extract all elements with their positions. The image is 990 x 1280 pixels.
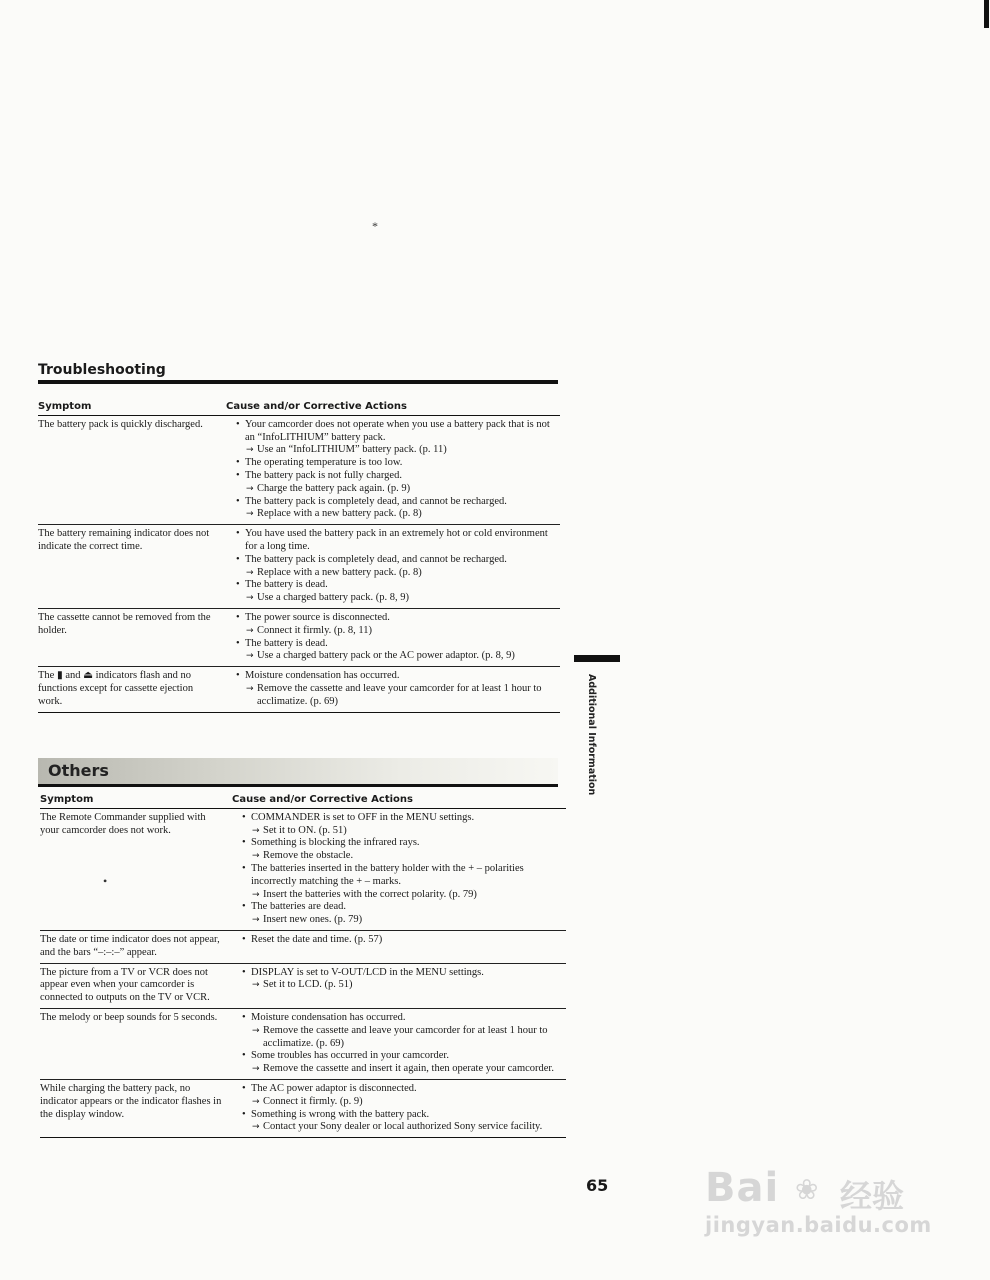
remedy-item: → Set it to LCD. (p. 51)	[242, 979, 566, 992]
cause-item: • The battery pack is completely dead, and cannot be recharged.	[236, 496, 560, 509]
action-cell	[226, 525, 560, 609]
table-row	[40, 930, 566, 963]
table-row	[40, 1079, 566, 1137]
symptom-cell: The battery remaining indicator does not indicate the correct time.	[38, 525, 226, 609]
action-cell	[226, 608, 560, 666]
cause-item: • You have used the battery pack in an extremely hot or cold environment for a long time.	[236, 528, 560, 554]
watermark-url: jingyan.baidu.com	[705, 1213, 932, 1237]
remedy-item: → Charge the battery pack again. (p. 9)	[236, 483, 560, 496]
cause-header: Cause and/or Corrective Actions	[232, 792, 566, 808]
page-number: 65	[586, 1176, 609, 1195]
table-header-row	[38, 399, 560, 415]
paw-icon: ❀	[795, 1175, 819, 1206]
remedy-item: → Set it to ON. (p. 51)	[242, 825, 566, 838]
symptom-cell: The melody or beep sounds for 5 seconds.	[40, 1008, 232, 1079]
table-row	[38, 415, 560, 524]
symptom-header: Symptom	[40, 792, 232, 808]
cause-item: • The battery pack is completely dead, and cannot be recharged.	[236, 554, 560, 567]
watermark-brand: Bai	[705, 1165, 780, 1211]
symptom-cell: The battery pack is quickly discharged.	[38, 415, 226, 524]
cause-item: • COMMANDER is set to OFF in the MENU settings.	[242, 812, 566, 825]
symptom-cell: The Remote Commander supplied with your camcorder does not work.	[40, 808, 232, 930]
table-header-row	[40, 792, 566, 808]
cause-item: • The batteries inserted in the battery holder with the + – polarities incorrectly matching the + – marks.	[242, 863, 566, 889]
remedy-item: → Connect it firmly. (p. 8, 11)	[236, 625, 560, 638]
others-rule	[38, 784, 558, 787]
cause-item: • Your camcorder does not operate when you use a battery pack that is not an “InfoLITHIUM” battery pack.	[236, 419, 560, 445]
remedy-item: → Use a charged battery pack. (p. 8, 9)	[236, 592, 560, 605]
title-rule	[38, 380, 558, 384]
symptom-header: Symptom	[38, 399, 226, 415]
remedy-item: → Use an “InfoLITHIUM” battery pack. (p. 11)	[236, 444, 560, 457]
remedy-item: → Replace with a new battery pack. (p. 8)	[236, 508, 560, 521]
symptom-cell: The picture from a TV or VCR does not appear even when your camcorder is connected to outputs on the TV or VCR.	[40, 963, 232, 1008]
others-title: Others	[48, 761, 109, 780]
symptom-cell: The date or time indicator does not appear, and the bars “–:–:–” appear.	[40, 930, 232, 963]
cause-item: • DISPLAY is set to V-OUT/LCD in the MENU settings.	[242, 967, 566, 980]
table-row	[40, 963, 566, 1008]
table-row	[40, 808, 566, 930]
remedy-item: → Connect it firmly. (p. 9)	[242, 1096, 566, 1109]
cause-item: • The AC power adaptor is disconnected.	[242, 1083, 566, 1096]
others-table	[40, 792, 566, 1138]
side-tab	[574, 655, 620, 662]
action-cell	[232, 930, 566, 963]
cause-item: • Moisture condensation has occurred.	[236, 670, 560, 683]
side-label: Additional Information	[586, 674, 597, 796]
action-cell	[232, 963, 566, 1008]
remedy-item: → Use a charged battery pack or the AC power adaptor. (p. 8, 9)	[236, 650, 560, 663]
cause-item: • The battery pack is not fully charged.	[236, 470, 560, 483]
remedy-item: → Insert new ones. (p. 79)	[242, 914, 566, 927]
baidu-watermark	[705, 1165, 940, 1245]
cause-item: • Moisture condensation has occurred.	[242, 1012, 566, 1025]
table-row	[38, 608, 560, 666]
table-row	[40, 1008, 566, 1079]
remedy-item: → Remove the cassette and leave your camcorder for at least 1 hour to acclimatize. (p. 69)	[236, 683, 560, 709]
speck: *	[372, 219, 378, 233]
symptom-cell: While charging the battery pack, no indicator appears or the indicator flashes in the display window.	[40, 1079, 232, 1137]
symptom-cell: The ▮ and ⏏ indicators flash and no functions except for cassette ejection work.	[38, 667, 226, 712]
action-cell	[226, 667, 560, 712]
cause-item: • Something is blocking the infrared rays.	[242, 837, 566, 850]
action-cell	[232, 1079, 566, 1137]
remedy-item: → Replace with a new battery pack. (p. 8)	[236, 567, 560, 580]
section-title: Troubleshooting	[38, 362, 166, 378]
remedy-item: → Remove the obstacle.	[242, 850, 566, 863]
cause-item: • The operating temperature is too low.	[236, 457, 560, 470]
watermark-sub: 经验	[840, 1177, 905, 1215]
action-cell	[232, 1008, 566, 1079]
cause-item: • The battery is dead.	[236, 579, 560, 592]
cause-item: • Reset the date and time. (p. 57)	[242, 934, 566, 947]
action-cell	[232, 808, 566, 930]
troubleshooting-table	[38, 399, 560, 713]
cause-item: • The battery is dead.	[236, 638, 560, 651]
remedy-item: → Remove the cassette and insert it again, then operate your camcorder.	[242, 1063, 566, 1076]
edge-mark	[984, 0, 989, 28]
cause-header: Cause and/or Corrective Actions	[226, 399, 560, 415]
symptom-cell: The cassette cannot be removed from the holder.	[38, 608, 226, 666]
cause-item: • The batteries are dead.	[242, 901, 566, 914]
remedy-item: → Contact your Sony dealer or local authorized Sony service facility.	[242, 1121, 566, 1134]
table-row	[38, 525, 560, 609]
remedy-item: → Insert the batteries with the correct polarity. (p. 79)	[242, 889, 566, 902]
action-cell	[226, 415, 560, 524]
cause-item: • Something is wrong with the battery pack.	[242, 1109, 566, 1122]
remedy-item: → Remove the cassette and leave your camcorder for at least 1 hour to acclimatize. (p. 69)	[242, 1025, 566, 1051]
cause-item: • Some troubles has occurred in your camcorder.	[242, 1050, 566, 1063]
speck: •	[103, 874, 108, 888]
cause-item: • The power source is disconnected.	[236, 612, 560, 625]
others-band	[38, 758, 558, 784]
table-row	[38, 667, 560, 712]
